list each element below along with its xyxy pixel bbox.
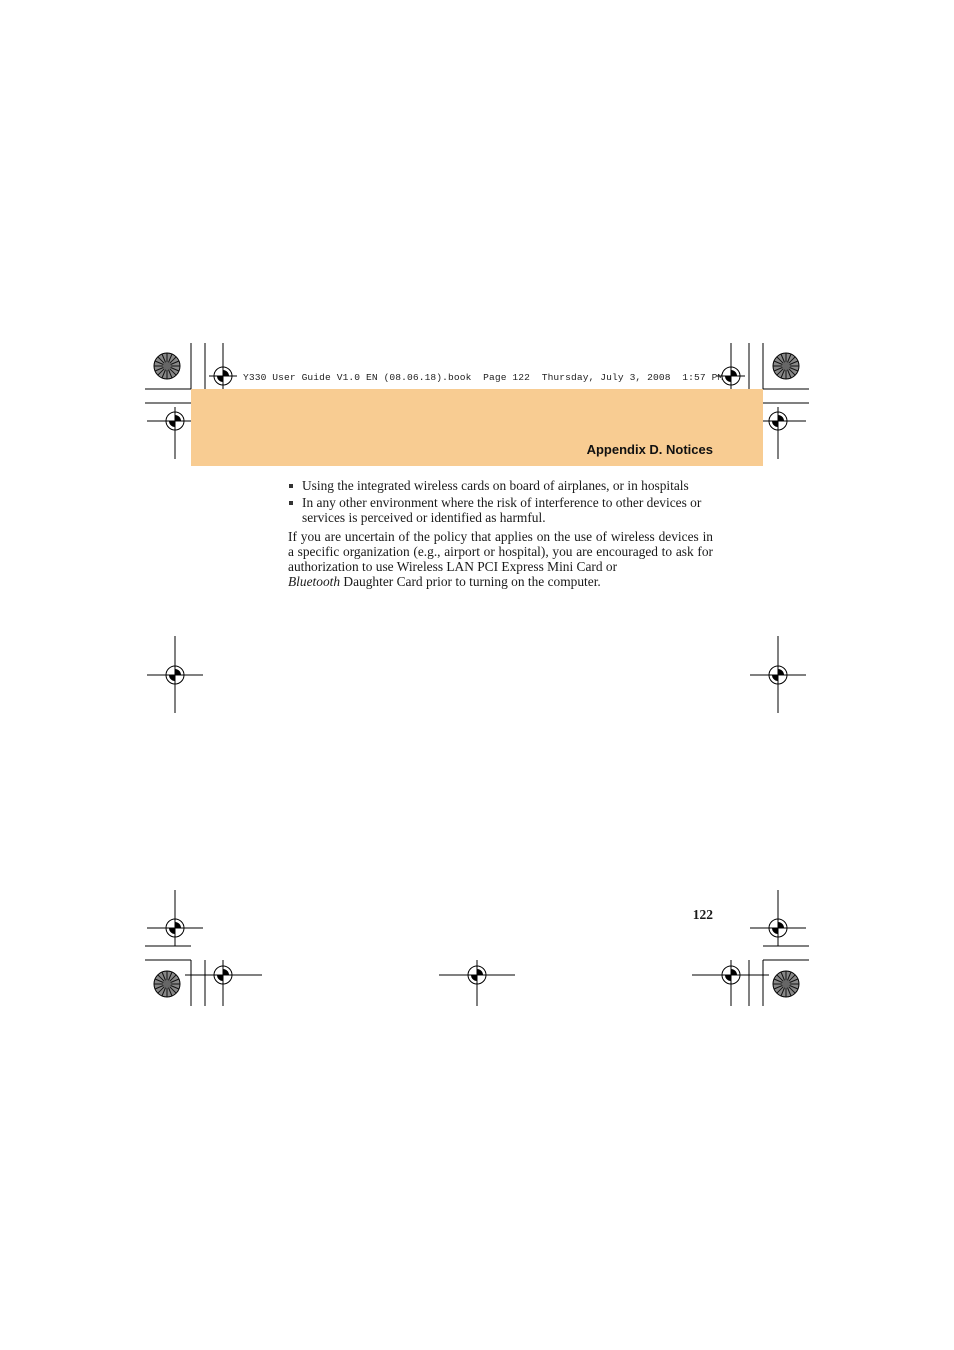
print-slug: Y330 User Guide V1.0 EN (08.06.18).book Page 122 Thursday, July 3, 2008 1:57 PM xyxy=(243,372,724,383)
paragraph-line: in a specific organization (e.g., airport or hospital), you are encouraged to xyxy=(288,529,713,559)
section-title: Appendix D. Notices xyxy=(586,442,713,457)
bullet-list xyxy=(288,478,713,525)
header-band xyxy=(191,389,763,466)
bullet-square-icon xyxy=(289,484,293,488)
body-paragraph xyxy=(288,529,713,589)
list-item-text: In any other environment where the risk of interference to other devices or services is perceived or identified as harmful. xyxy=(302,495,702,525)
paragraph-last-line xyxy=(288,574,713,589)
list-item xyxy=(288,495,713,525)
page-content xyxy=(288,478,713,589)
paragraph-line: If you are uncertain of the policy that applies on the use of wireless devices xyxy=(288,529,699,544)
paragraph-line: ask for authorization to use Wireless LAN PCI Express Mini Card or xyxy=(288,544,714,574)
bluetooth-term: Bluetooth xyxy=(288,574,341,589)
list-item xyxy=(288,478,713,493)
list-item-text: Using the integrated wireless cards on board of airplanes, or in hospitals xyxy=(302,478,689,493)
bullet-square-icon xyxy=(289,501,293,505)
paragraph-line: Daughter Card prior to turning on the computer. xyxy=(340,574,601,589)
page-number: 122 xyxy=(692,907,713,922)
